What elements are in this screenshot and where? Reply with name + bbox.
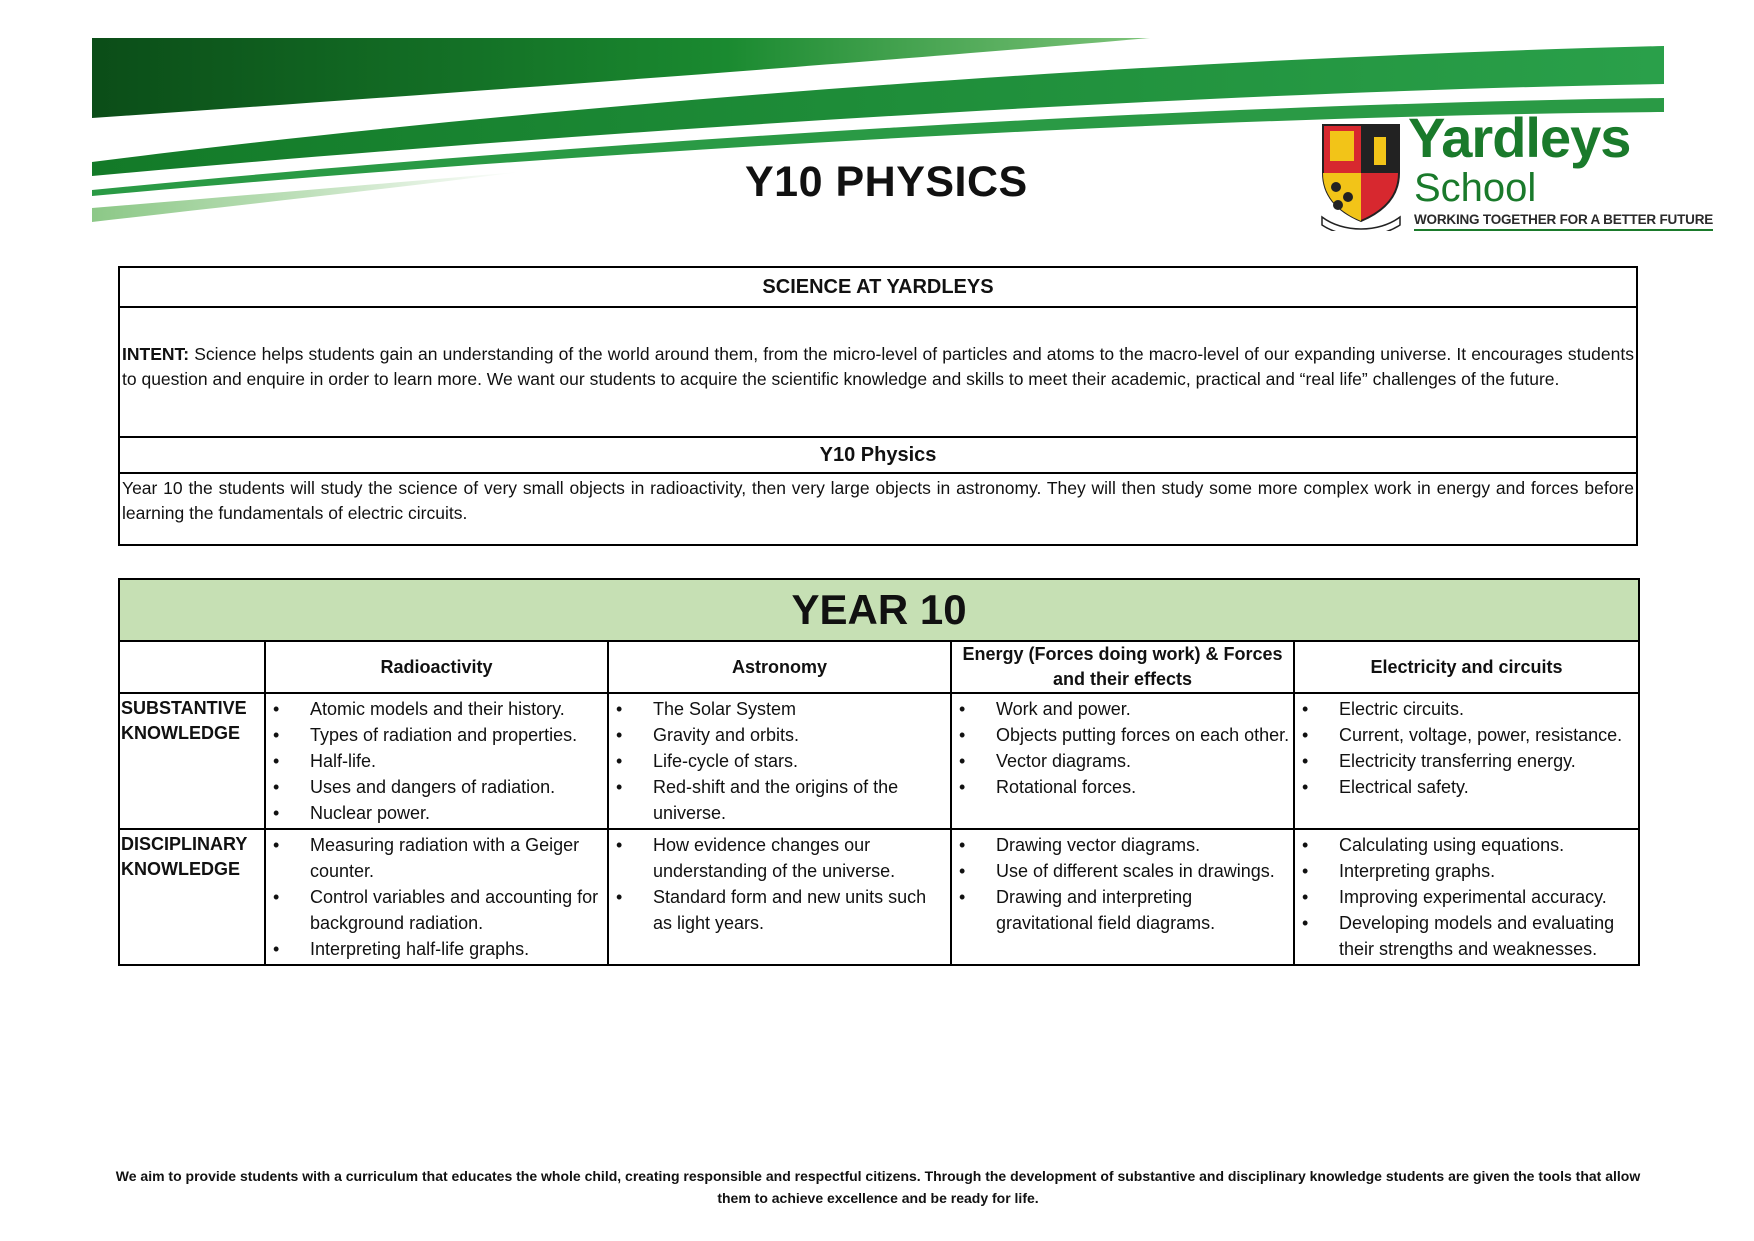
topic-cell: [608, 829, 951, 965]
list-item: • Use of different scales in drawings.: [952, 858, 1291, 884]
list-item: • Developing models and evaluating their strengths and weaknesses.: [1295, 910, 1636, 962]
intro-subheading: Y10 Physics: [120, 438, 1636, 474]
list-item: • Objects putting forces on each other.: [952, 722, 1291, 748]
page-title: Y10 PHYSICS: [745, 158, 1028, 206]
list-item: • Improving experimental accuracy.: [1295, 884, 1636, 910]
list-item: • Measuring radiation with a Geiger counter.: [266, 832, 605, 884]
topic-cell: [608, 693, 951, 829]
school-logo: [1318, 106, 1714, 236]
list-item: • Drawing vector diagrams.: [952, 832, 1291, 858]
list-item: • Uses and dangers of radiation.: [266, 774, 605, 800]
list-item: • Standard form and new units such as light years.: [609, 884, 948, 936]
column-header: Radioactivity: [265, 641, 608, 693]
list-item: • Drawing and interpreting gravitational field diagrams.: [952, 884, 1291, 936]
list-item: • Types of radiation and properties.: [266, 722, 605, 748]
list-item: • Atomic models and their history.: [266, 696, 605, 722]
intro-box: [118, 266, 1638, 546]
corner-cell: [119, 641, 265, 693]
intent-label: INTENT:: [122, 344, 190, 364]
list-item: • Vector diagrams.: [952, 748, 1291, 774]
logo-motto: WORKING TOGETHER FOR A BETTER FUTURE: [1414, 212, 1713, 231]
topic-cell: [265, 693, 608, 829]
list-item: • Nuclear power.: [266, 800, 605, 826]
list-item: • How evidence changes our understanding of the universe.: [609, 832, 948, 884]
list-item: • Electric circuits.: [1295, 696, 1636, 722]
list-item: • Electrical safety.: [1295, 774, 1636, 800]
column-header-row: [119, 641, 1639, 693]
year-curriculum-table: [118, 578, 1640, 966]
intro-heading: SCIENCE AT YARDLEYS: [120, 268, 1636, 308]
list-item: • Half-life.: [266, 748, 605, 774]
intent-paragraph: [120, 308, 1636, 438]
topic-cell: [265, 829, 608, 965]
list-item: • Interpreting graphs.: [1295, 858, 1636, 884]
footer-statement: We aim to provide students with a curriculum that educates the whole child, creating responsible and respectful citizens. Through the development of substantive and disciplinary knowledge students are given the tools that allow them to achieve excellence and be ready for life.: [115, 1168, 1641, 1206]
column-header: Astronomy: [608, 641, 951, 693]
list-item: • Work and power.: [952, 696, 1291, 722]
logo-name-line2: School: [1414, 166, 1537, 210]
topic-cell: [1294, 829, 1639, 965]
school-crest-icon: [1318, 121, 1404, 231]
intro-summary: Year 10 the students will study the science of very small objects in radioactivity, then very large objects in astronomy. They will then study some more complex work in energy and forces before learning the fundamentals of electric circuits.: [122, 478, 1634, 523]
intent-text: Science helps students gain an understanding of the world around them, from the micro-level of particles and atoms to the macro-level of our expanding universe. It encourages students to question and enquire in order to learn more. We want our students to acquire the scientific knowledge and skills to meet their academic, practical and “real life” challenges of the future.: [122, 344, 1634, 389]
list-item: • Life-cycle of stars.: [609, 748, 948, 774]
row-header: SUBSTANTIVE KNOWLEDGE: [119, 693, 265, 829]
list-item: • Electricity transferring energy.: [1295, 748, 1636, 774]
topic-cell: [951, 829, 1294, 965]
list-item: • Current, voltage, power, resistance.: [1295, 722, 1636, 748]
list-item: • Calculating using equations.: [1295, 832, 1636, 858]
row-header: DISCIPLINARY KNOWLEDGE: [119, 829, 265, 965]
list-item: • Gravity and orbits.: [609, 722, 948, 748]
year-title: YEAR 10: [119, 579, 1639, 641]
list-item: • Red-shift and the origins of the universe.: [609, 774, 948, 826]
table-row: [119, 693, 1639, 829]
list-item: • Control variables and accounting for background radiation.: [266, 884, 605, 936]
logo-name-line1: Yardleys: [1408, 106, 1631, 169]
topic-cell: [1294, 693, 1639, 829]
column-header: Electricity and circuits: [1294, 641, 1639, 693]
table-row: [119, 829, 1639, 965]
list-item: • The Solar System: [609, 696, 948, 722]
list-item: • Interpreting half-life graphs.: [266, 936, 605, 962]
topic-cell: [951, 693, 1294, 829]
list-item: • Rotational forces.: [952, 774, 1291, 800]
column-header: Energy (Forces doing work) & Forces and their effects: [951, 641, 1294, 693]
